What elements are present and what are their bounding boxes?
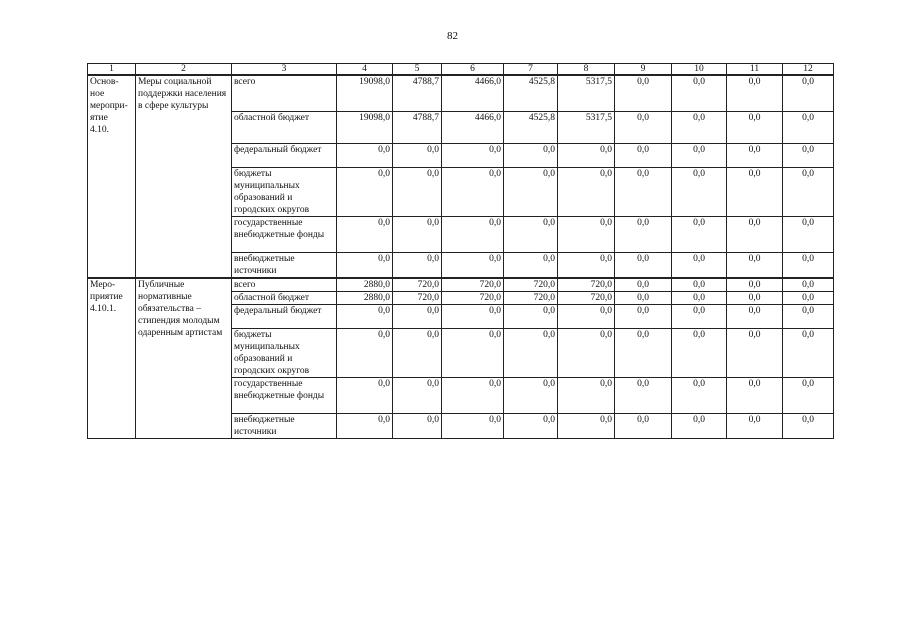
- value-cell: 0,0: [504, 252, 558, 278]
- value-cell: 0,0: [337, 304, 393, 328]
- value-cell: 0,0: [558, 304, 615, 328]
- value-cell: 0,0: [442, 252, 504, 278]
- value-cell: 0,0: [558, 143, 615, 167]
- value-cell: 720,0: [442, 278, 504, 292]
- budget-table: [87, 63, 834, 439]
- value-cell: 0,0: [672, 111, 727, 143]
- value-cell: 0,0: [393, 304, 442, 328]
- value-cell: 720,0: [393, 278, 442, 292]
- value-cell: 0,0: [727, 377, 783, 413]
- value-cell: 0,0: [393, 167, 442, 216]
- value-cell: 0,0: [504, 167, 558, 216]
- table-row: [88, 75, 834, 111]
- value-cell: 0,0: [442, 377, 504, 413]
- value-cell: 0,0: [504, 216, 558, 252]
- value-cell: 0,0: [615, 377, 672, 413]
- value-cell: 0,0: [727, 111, 783, 143]
- value-cell: 0,0: [504, 413, 558, 438]
- header-cell: 2: [136, 64, 232, 76]
- funding-source: бюджеты муниципальных образований и городских округов: [232, 167, 337, 216]
- value-cell: 720,0: [393, 291, 442, 304]
- value-cell: 0,0: [672, 328, 727, 377]
- value-cell: 0,0: [558, 252, 615, 278]
- value-cell: 0,0: [558, 328, 615, 377]
- value-cell: 0,0: [337, 252, 393, 278]
- value-cell: 0,0: [442, 304, 504, 328]
- value-cell: 0,0: [615, 167, 672, 216]
- header-cell: 8: [558, 64, 615, 76]
- value-cell: 720,0: [504, 278, 558, 292]
- value-cell: 0,0: [783, 75, 834, 111]
- value-cell: 0,0: [442, 328, 504, 377]
- value-cell: 0,0: [615, 413, 672, 438]
- value-cell: 0,0: [504, 328, 558, 377]
- value-cell: 0,0: [727, 167, 783, 216]
- page-number: 82: [447, 30, 458, 42]
- value-cell: 0,0: [672, 291, 727, 304]
- value-cell: 2880,0: [337, 278, 393, 292]
- value-cell: 0,0: [783, 291, 834, 304]
- value-cell: 0,0: [783, 216, 834, 252]
- value-cell: 0,0: [504, 143, 558, 167]
- header-cell: 11: [727, 64, 783, 76]
- header-cell: 5: [393, 64, 442, 76]
- value-cell: 0,0: [393, 328, 442, 377]
- value-cell: 0,0: [393, 143, 442, 167]
- header-cell: 12: [783, 64, 834, 76]
- value-cell: 0,0: [615, 291, 672, 304]
- header-cell: 10: [672, 64, 727, 76]
- table-header: [88, 64, 834, 76]
- value-cell: 0,0: [672, 278, 727, 292]
- header-cell: 6: [442, 64, 504, 76]
- value-cell: 0,0: [615, 304, 672, 328]
- value-cell: 4525,8: [504, 111, 558, 143]
- value-cell: 720,0: [558, 291, 615, 304]
- activity-name: Публичные нормативные обязательства – стипендия молодым одаренным артистам: [136, 278, 232, 439]
- value-cell: 0,0: [393, 377, 442, 413]
- funding-source: всего: [232, 278, 337, 292]
- value-cell: 0,0: [727, 328, 783, 377]
- value-cell: 0,0: [615, 143, 672, 167]
- value-cell: 0,0: [504, 377, 558, 413]
- value-cell: 0,0: [783, 377, 834, 413]
- value-cell: 0,0: [783, 143, 834, 167]
- value-cell: 0,0: [393, 252, 442, 278]
- value-cell: 0,0: [783, 252, 834, 278]
- value-cell: 0,0: [504, 304, 558, 328]
- funding-source: государственные внебюджетные фонды: [232, 216, 337, 252]
- value-cell: 0,0: [672, 377, 727, 413]
- value-cell: 0,0: [558, 216, 615, 252]
- value-cell: 0,0: [615, 278, 672, 292]
- value-cell: 0,0: [558, 167, 615, 216]
- funding-source: внебюджетные источники: [232, 252, 337, 278]
- table-row: [88, 278, 834, 292]
- value-cell: 4466,0: [442, 75, 504, 111]
- value-cell: 0,0: [727, 75, 783, 111]
- value-cell: 0,0: [672, 252, 727, 278]
- value-cell: 0,0: [337, 216, 393, 252]
- value-cell: 4788,7: [393, 111, 442, 143]
- value-cell: 19098,0: [337, 111, 393, 143]
- value-cell: 2880,0: [337, 291, 393, 304]
- value-cell: 0,0: [727, 278, 783, 292]
- value-cell: 0,0: [337, 167, 393, 216]
- value-cell: 0,0: [727, 304, 783, 328]
- header-cell: 1: [88, 64, 136, 76]
- value-cell: 0,0: [393, 413, 442, 438]
- value-cell: 0,0: [442, 143, 504, 167]
- value-cell: 0,0: [442, 167, 504, 216]
- activity-name: Меры социальной поддержки населения в сфере культуры: [136, 75, 232, 278]
- value-cell: 720,0: [558, 278, 615, 292]
- value-cell: 0,0: [672, 304, 727, 328]
- funding-source: бюджеты муниципальных образований и городских округов: [232, 328, 337, 377]
- value-cell: 0,0: [672, 167, 727, 216]
- funding-source: государственные внебюджетные фонды: [232, 377, 337, 413]
- value-cell: 19098,0: [337, 75, 393, 111]
- value-cell: 0,0: [727, 252, 783, 278]
- funding-source: областной бюджет: [232, 111, 337, 143]
- value-cell: 0,0: [442, 216, 504, 252]
- value-cell: 0,0: [672, 216, 727, 252]
- value-cell: 0,0: [672, 413, 727, 438]
- value-cell: 0,0: [783, 167, 834, 216]
- value-cell: 0,0: [337, 143, 393, 167]
- header-cell: 3: [232, 64, 337, 76]
- value-cell: 4466,0: [442, 111, 504, 143]
- value-cell: 0,0: [615, 216, 672, 252]
- value-cell: 0,0: [558, 413, 615, 438]
- value-cell: 0,0: [558, 377, 615, 413]
- value-cell: 0,0: [615, 328, 672, 377]
- activity-code: Основ- ное меропри- ятие 4.10.: [88, 75, 136, 278]
- value-cell: 0,0: [442, 413, 504, 438]
- value-cell: 5317,5: [558, 111, 615, 143]
- value-cell: 720,0: [442, 291, 504, 304]
- value-cell: 0,0: [337, 413, 393, 438]
- value-cell: 0,0: [783, 111, 834, 143]
- value-cell: 0,0: [727, 216, 783, 252]
- funding-source: областной бюджет: [232, 291, 337, 304]
- header-cell: 9: [615, 64, 672, 76]
- table-body: [88, 75, 834, 438]
- value-cell: 5317,5: [558, 75, 615, 111]
- value-cell: 0,0: [783, 278, 834, 292]
- funding-source: всего: [232, 75, 337, 111]
- value-cell: 0,0: [615, 75, 672, 111]
- value-cell: 4788,7: [393, 75, 442, 111]
- value-cell: 0,0: [727, 413, 783, 438]
- value-cell: 0,0: [393, 216, 442, 252]
- funding-source: федеральный бюджет: [232, 143, 337, 167]
- value-cell: 0,0: [615, 252, 672, 278]
- value-cell: 0,0: [783, 413, 834, 438]
- value-cell: 0,0: [727, 291, 783, 304]
- value-cell: 0,0: [783, 304, 834, 328]
- value-cell: 0,0: [337, 377, 393, 413]
- header-cell: 4: [337, 64, 393, 76]
- value-cell: 0,0: [783, 328, 834, 377]
- value-cell: 0,0: [337, 328, 393, 377]
- header-cell: 7: [504, 64, 558, 76]
- value-cell: 0,0: [727, 143, 783, 167]
- value-cell: 720,0: [504, 291, 558, 304]
- value-cell: 4525,8: [504, 75, 558, 111]
- activity-code: Меро- приятие 4.10.1.: [88, 278, 136, 439]
- funding-source: федеральный бюджет: [232, 304, 337, 328]
- value-cell: 0,0: [672, 143, 727, 167]
- value-cell: 0,0: [672, 75, 727, 111]
- funding-source: внебюджетные источники: [232, 413, 337, 438]
- value-cell: 0,0: [615, 111, 672, 143]
